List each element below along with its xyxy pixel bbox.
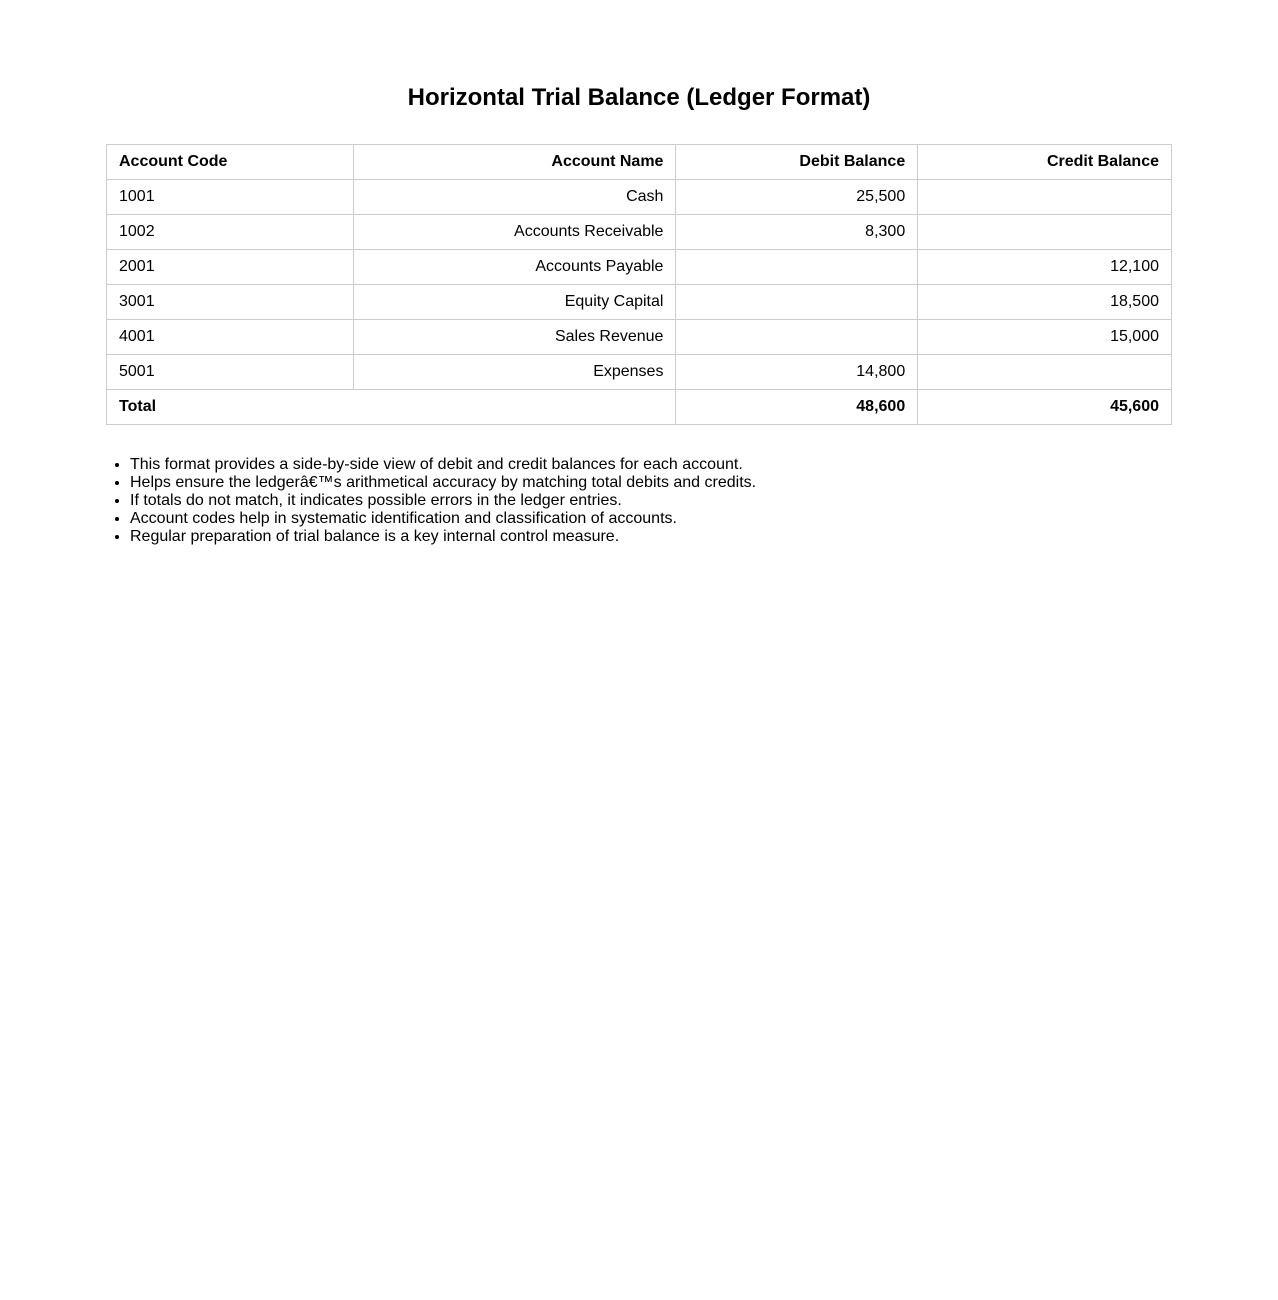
account-code-cell: 2001 bbox=[107, 250, 354, 285]
table-row bbox=[107, 250, 1172, 285]
account-code-cell: 4001 bbox=[107, 320, 354, 355]
list-item: • If totals do not match, it indicates possible errors in the ledger entries. bbox=[130, 492, 756, 510]
account-name-cell: Accounts Receivable bbox=[353, 215, 676, 250]
notes-list bbox=[106, 456, 756, 546]
account-name-cell: Sales Revenue bbox=[353, 320, 676, 355]
credit-cell: 15,000 bbox=[918, 320, 1172, 355]
debit-cell: 14,800 bbox=[676, 355, 918, 390]
debit-cell bbox=[676, 285, 918, 320]
list-item: • This format provides a side-by-side view of debit and credit balances for each account. bbox=[130, 456, 756, 474]
debit-cell bbox=[676, 250, 918, 285]
table-row bbox=[107, 355, 1172, 390]
account-name-cell: Expenses bbox=[353, 355, 676, 390]
table-header-row bbox=[107, 145, 1172, 180]
total-credit: 45,600 bbox=[918, 390, 1172, 425]
total-label: Total bbox=[107, 390, 676, 425]
table-row bbox=[107, 285, 1172, 320]
table-row bbox=[107, 180, 1172, 215]
account-code-cell: 1001 bbox=[107, 180, 354, 215]
account-name-cell: Accounts Payable bbox=[353, 250, 676, 285]
page-title: Horizontal Trial Balance (Ledger Format) bbox=[407, 84, 871, 111]
table-row bbox=[107, 215, 1172, 250]
account-name-cell: Equity Capital bbox=[353, 285, 676, 320]
list-item: • Helps ensure the ledgerâ€™s arithmetical accuracy by matching total debits and credits. bbox=[130, 474, 756, 492]
credit-cell: 18,500 bbox=[918, 285, 1172, 320]
credit-cell bbox=[918, 355, 1172, 390]
header-account-name: Account Name bbox=[353, 145, 676, 180]
total-row bbox=[107, 390, 1172, 425]
debit-cell: 25,500 bbox=[676, 180, 918, 215]
list-item: • Account codes help in systematic identification and classification of accounts. bbox=[130, 510, 756, 528]
account-code-cell: 1002 bbox=[107, 215, 354, 250]
debit-cell bbox=[676, 320, 918, 355]
header-credit-balance: Credit Balance bbox=[918, 145, 1172, 180]
credit-cell bbox=[918, 180, 1172, 215]
header-debit-balance: Debit Balance bbox=[676, 145, 918, 180]
account-name-cell: Cash bbox=[353, 180, 676, 215]
total-debit: 48,600 bbox=[676, 390, 918, 425]
account-code-cell: 3001 bbox=[107, 285, 354, 320]
table-row bbox=[107, 320, 1172, 355]
list-item: • Regular preparation of trial balance is a key internal control measure. bbox=[130, 528, 756, 546]
debit-cell: 8,300 bbox=[676, 215, 918, 250]
account-code-cell: 5001 bbox=[107, 355, 354, 390]
trial-balance-table bbox=[106, 144, 1172, 425]
credit-cell: 12,100 bbox=[918, 250, 1172, 285]
header-account-code: Account Code bbox=[107, 145, 354, 180]
credit-cell bbox=[918, 215, 1172, 250]
